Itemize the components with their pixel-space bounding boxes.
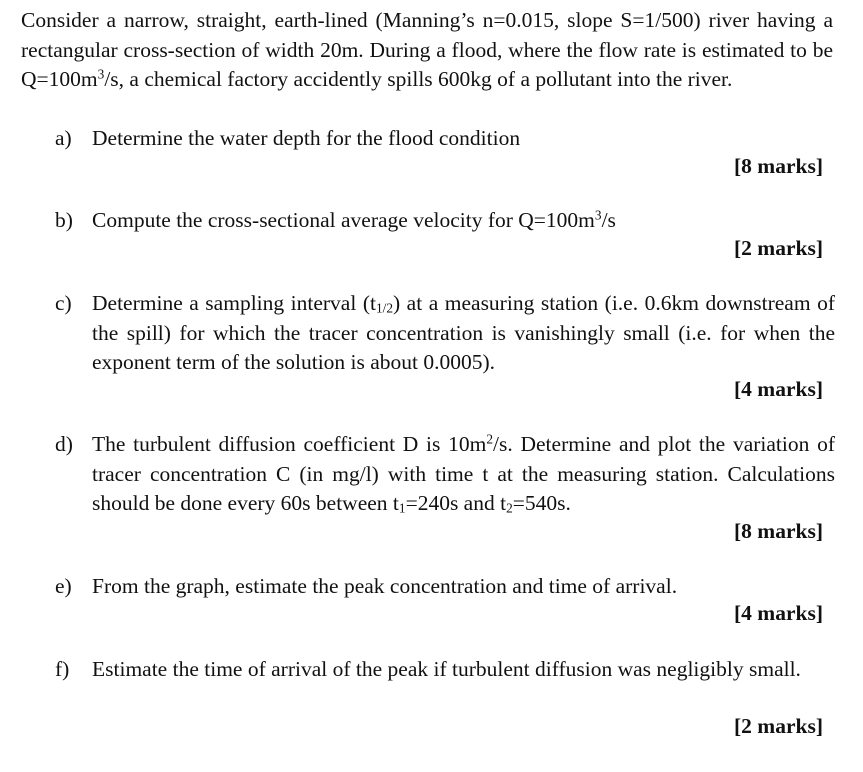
subscript-1: 1: [398, 500, 406, 516]
question-text: Determine a sampling interval $(t_{1/2})$ at a measuring station (i.e. 0.6km downstream of the spill) for which the tracer concentration is vanishingly small (i.e. for when the exponent term of the solution is about 0.0005).: [92, 291, 835, 374]
question-c: [55, 289, 835, 378]
question-f: [55, 655, 835, 685]
question-b: [55, 206, 835, 236]
question-label: f): [55, 657, 70, 681]
problem-statement-part-1: Consider a narrow, straight, earth-lined (Manning’s n=0.015, slope S=1/500) river having a rectangular cross-section of width 20m. During a flood, where the flow rate is estimated to be Q=100m: [21, 8, 833, 91]
subscript-half: 1/2: [375, 300, 393, 316]
question-label: b): [55, 208, 73, 232]
question-text: Estimate the time of arrival of the peak if turbulent diffusion was negligibly small.: [92, 657, 801, 681]
problem-statement-part-2: /s, a chemical factory accidently spills 600kg of a pollutant into the river.: [104, 67, 733, 91]
question-label: a): [55, 126, 72, 150]
question-label: c): [55, 291, 72, 315]
marks-a: [8 marks]: [734, 154, 823, 178]
question-label: e): [55, 574, 72, 598]
marks-f: [2 marks]: [734, 714, 823, 738]
question-label: d): [55, 432, 73, 456]
superscript-3: 3: [594, 207, 602, 223]
marks-c: [4 marks]: [734, 377, 823, 401]
question-a: [55, 124, 835, 154]
question-text: The turbulent diffusion coefficient D is $10m^2/s$. Determine and plot the variation of tracer concentration C (in mg/l) with time t at the measuring station. Calculations should be done every 60s between $t_1=240s$ and $t_2=540s$.: [92, 431, 836, 516]
question-text: Compute the cross-sectional average velocity for $Q=100m^3/s$: [92, 207, 616, 232]
marks-b: [2 marks]: [734, 236, 823, 260]
question-text: Determine the water depth for the flood condition: [92, 126, 521, 150]
superscript-2: 2: [486, 431, 494, 447]
question-d: [55, 430, 835, 519]
subscript-2: 2: [506, 500, 513, 516]
marks-e: [4 marks]: [734, 601, 823, 625]
superscript-3: 3: [97, 66, 105, 82]
problem-statement: [21, 6, 833, 95]
question-text: From the graph, estimate the peak concentration and time of arrival.: [92, 574, 678, 598]
marks-d: [8 marks]: [734, 519, 823, 543]
question-e: [55, 572, 835, 602]
